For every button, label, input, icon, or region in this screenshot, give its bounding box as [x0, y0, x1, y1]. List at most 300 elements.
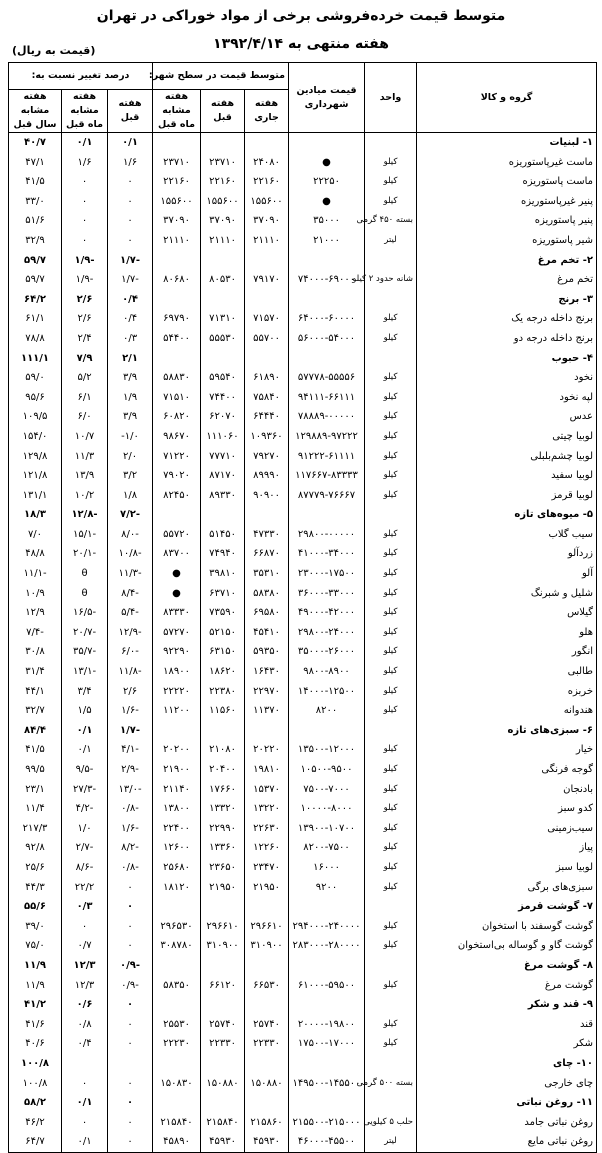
cell-pct-prev-week: ۰: [108, 1132, 153, 1152]
cell-unit: کیلو: [365, 153, 417, 173]
cell-item-name: گوشت گوسفند با استخوان: [417, 917, 597, 937]
cell-pct-last-month: ۰/۶: [62, 995, 108, 1015]
cell-current-week: ۴۵۹۳۰: [245, 1132, 289, 1152]
cell-unit: کیلو: [365, 427, 417, 447]
cell-pct-last-month: ۰/۱: [62, 721, 108, 741]
cell-municipal-price: ۲۹۸۰۰-۰۰۰۰۰: [289, 525, 365, 545]
table-row: [9, 525, 597, 545]
cell-same-week-last-month: ۷۹۰۲۰: [153, 466, 201, 486]
cell-prev-week: ۲۱۱۱۰: [201, 231, 245, 251]
cell-prev-week: ۷۳۵۹۰: [201, 603, 245, 623]
cell-pct-last-month: ۰: [62, 1113, 108, 1133]
cell-item-name: لوبیا چیتی: [417, 427, 597, 447]
cell-current-week: ۳۱۰۹۰۰: [245, 936, 289, 956]
cell-prev-week: [201, 505, 245, 525]
col-header-pct-last-year: هفته مشابه سال قبل: [9, 90, 62, 133]
group-row: [9, 505, 597, 525]
table-row: [9, 623, 597, 643]
cell-current-week: ۲۰۲۲۰: [245, 740, 289, 760]
cell-pct-last-year: -۷/۴: [9, 623, 62, 643]
cell-municipal-price: [289, 721, 365, 741]
cell-pct-prev-week: -۱۱/۸: [108, 662, 153, 682]
cell-pct-prev-week: ۰: [108, 1093, 153, 1113]
cell-pct-last-month: ۶/۰: [62, 407, 108, 427]
group-row: [9, 897, 597, 917]
cell-pct-last-year: ۸۴/۴: [9, 721, 62, 741]
cell-pct-last-year: ۵۸/۲: [9, 1093, 62, 1113]
cell-unit: کیلو: [365, 603, 417, 623]
cell-pct-prev-week: ۰: [108, 1015, 153, 1035]
cell-pct-last-year: ۴۰/۶: [9, 1034, 62, 1054]
cell-pct-last-month: -۳۵/۷: [62, 642, 108, 662]
cell-pct-prev-week: -۱/۶: [108, 819, 153, 839]
table-row: [9, 564, 597, 584]
cell-pct-last-year: ۵۱/۶: [9, 211, 62, 231]
col-header-unit: واحد: [365, 63, 417, 133]
cell-unit: کیلو: [365, 682, 417, 702]
cell-same-week-last-month: ۲۱۱۱۰: [153, 231, 201, 251]
cell-pct-last-month: ۶/۱: [62, 388, 108, 408]
cell-item-name: شکر: [417, 1034, 597, 1054]
table-row: [9, 701, 597, 721]
cell-prev-week: [201, 721, 245, 741]
cell-pct-last-year: ۶۴/۲: [9, 290, 62, 310]
cell-current-week: ۵۹۳۵۰: [245, 642, 289, 662]
cell-municipal-price: ۲۲۲۵۰: [289, 172, 365, 192]
cell-pct-last-month: -۱۵/۱: [62, 525, 108, 545]
cell-pct-last-year: ۳۰/۸: [9, 642, 62, 662]
cell-prev-week: ۲۵۷۴۰: [201, 1015, 245, 1035]
cell-pct-prev-week: -۸/۲: [108, 838, 153, 858]
cell-current-week: ۱۲۲۶۰: [245, 838, 289, 858]
cell-municipal-price: ۹۴۱۱۱-۶۶۱۱۱: [289, 388, 365, 408]
cell-current-week: [245, 290, 289, 310]
cell-pct-last-month: -۱۶/۵: [62, 603, 108, 623]
cell-pct-last-year: -۱۱/۱: [9, 564, 62, 584]
cell-municipal-price: ۷۵۰۰-۷۰۰۰: [289, 780, 365, 800]
table-row: [9, 1113, 597, 1133]
cell-municipal-price: ۴۶۰۰۰-۴۵۵۰۰: [289, 1132, 365, 1152]
cell-municipal-price: ۱۰۵۰۰-۹۵۰۰: [289, 760, 365, 780]
cell-pct-last-year: ۶۴/۷: [9, 1132, 62, 1152]
table-row: [9, 603, 597, 623]
cell-pct-last-month: [62, 1054, 108, 1074]
cell-pct-last-year: ۶۱/۱: [9, 309, 62, 329]
cell-item-name: قند: [417, 1015, 597, 1035]
cell-item-name: برنج داخله درجه دو: [417, 329, 597, 349]
cell-pct-last-month: ۱۰/۲: [62, 486, 108, 506]
cell-pct-last-year: ۵۵/۶: [9, 897, 62, 917]
table-row: [9, 1074, 597, 1094]
cell-item-name: سیب گلاب: [417, 525, 597, 545]
col-header-pct-last-month: هفته مشابه ماه قبل: [62, 90, 108, 133]
cell-unit: کیلو: [365, 329, 417, 349]
cell-same-week-last-month: ۸۳۷۰۰: [153, 544, 201, 564]
cell-pct-last-year: ۱۱۱/۱: [9, 349, 62, 369]
cell-pct-last-month: -۲۰/۱: [62, 544, 108, 564]
cell-same-week-last-month: ۱۳۸۰۰: [153, 799, 201, 819]
cell-unit: کیلو: [365, 486, 417, 506]
cell-unit: [365, 251, 417, 271]
cell-current-week: [245, 897, 289, 917]
cell-unit: کیلو: [365, 192, 417, 212]
table-body: [9, 133, 597, 1153]
cell-pct-prev-week: ۰: [108, 1034, 153, 1054]
cell-prev-week: ۶۳۷۱۰: [201, 584, 245, 604]
cell-pct-prev-week: -۰/۹: [108, 956, 153, 976]
cell-pct-prev-week: ۱/۶: [108, 153, 153, 173]
table-row: [9, 309, 597, 329]
cell-current-week: ۱۵۵۶۰۰: [245, 192, 289, 212]
cell-current-week: ۲۲۹۷۰: [245, 682, 289, 702]
cell-municipal-price: [289, 1093, 365, 1113]
cell-current-week: ۲۱۱۱۰: [245, 231, 289, 251]
cell-pct-prev-week: -۵/۴: [108, 603, 153, 623]
cell-pct-last-year: ۴۷/۱: [9, 153, 62, 173]
cell-municipal-price: ۱۰۰۰۰-۸۰۰۰: [289, 799, 365, 819]
cell-prev-week: ۷۱۳۱۰: [201, 309, 245, 329]
cell-current-week: ۳۵۳۱۰: [245, 564, 289, 584]
cell-item-name: طالبی: [417, 662, 597, 682]
cell-pct-last-year: ۹۹/۵: [9, 760, 62, 780]
cell-unit: کیلو: [365, 544, 417, 564]
cell-same-week-last-month: ۷۱۲۲۰: [153, 447, 201, 467]
col-header-pct-prev-week: هفته قبل: [108, 90, 153, 133]
cell-pct-prev-week: ۳/۹: [108, 407, 153, 427]
cell-prev-week: [201, 1093, 245, 1113]
cell-pct-last-month: ۰/۷: [62, 936, 108, 956]
cell-municipal-price: [289, 290, 365, 310]
cell-prev-week: ۵۱۴۵۰: [201, 525, 245, 545]
cell-unit: [365, 897, 417, 917]
cell-same-week-last-month: [153, 505, 201, 525]
cell-pct-prev-week: [108, 1054, 153, 1074]
cell-same-week-last-month: ۵۷۲۷۰: [153, 623, 201, 643]
cell-prev-week: ۵۹۵۴۰: [201, 368, 245, 388]
cell-municipal-price: ۴۹۰۰۰-۴۲۰۰۰: [289, 603, 365, 623]
cell-unit: کیلو: [365, 780, 417, 800]
cell-item-name: پیاز: [417, 838, 597, 858]
cell-unit: [365, 290, 417, 310]
cell-prev-week: ۲۲۹۹۰: [201, 819, 245, 839]
cell-current-week: [245, 721, 289, 741]
cell-prev-week: ۱۸۶۲۰: [201, 662, 245, 682]
cell-pct-last-month: θ: [62, 584, 108, 604]
cell-municipal-price: [289, 897, 365, 917]
cell-municipal-price: ۵۷۷۷۸-۵۵۵۵۶: [289, 368, 365, 388]
cell-pct-last-year: ۱۳۱/۱: [9, 486, 62, 506]
cell-same-week-last-month: ۱۵۰۸۳۰: [153, 1074, 201, 1094]
cell-current-week: ۲۱۹۵۰: [245, 878, 289, 898]
cell-item-name: خیار: [417, 740, 597, 760]
table-row: [9, 192, 597, 212]
cell-current-week: [245, 995, 289, 1015]
cell-prev-week: ۱۷۶۶۰: [201, 780, 245, 800]
cell-current-week: ۲۲۱۶۰: [245, 172, 289, 192]
cell-unit: [365, 1093, 417, 1113]
cell-prev-week: ۱۵۵۶۰۰: [201, 192, 245, 212]
cell-pct-prev-week: ۰: [108, 897, 153, 917]
cell-same-week-last-month: [153, 1093, 201, 1113]
cell-pct-last-year: ۷۸/۸: [9, 329, 62, 349]
cell-item-name: ماست پاستوریزه: [417, 172, 597, 192]
cell-same-week-last-month: ۶۹۷۹۰: [153, 309, 201, 329]
table-row: [9, 819, 597, 839]
table-row: [9, 780, 597, 800]
cell-pct-prev-week: -۱۱/۳: [108, 564, 153, 584]
cell-pct-last-month: ۱/۰: [62, 819, 108, 839]
cell-pct-prev-week: ۱/۹: [108, 388, 153, 408]
col-header-pct-change: درصد تغییر نسبت به:: [9, 63, 153, 90]
cell-unit: بسته ۴۵۰ گرمی: [365, 211, 417, 231]
cell-same-week-last-month: ۴۵۸۹۰: [153, 1132, 201, 1152]
table-row: [9, 878, 597, 898]
cell-prev-week: [201, 290, 245, 310]
cell-pct-last-month: -۱۳/۱: [62, 662, 108, 682]
cell-item-name: گوجه فرنگی: [417, 760, 597, 780]
cell-unit: کیلو: [365, 701, 417, 721]
cell-item-name: ۹- قند و شکر: [417, 995, 597, 1015]
cell-same-week-last-month: ۲۲۱۶۰: [153, 172, 201, 192]
cell-same-week-last-month: ۵۴۴۰۰: [153, 329, 201, 349]
cell-current-week: ۷۹۲۷۰: [245, 447, 289, 467]
cell-same-week-last-month: [153, 956, 201, 976]
cell-pct-prev-week: ۰: [108, 1074, 153, 1094]
cell-item-name: روغن نباتی مایع: [417, 1132, 597, 1152]
cell-item-name: هندوانه: [417, 701, 597, 721]
cell-same-week-last-month: ●: [153, 564, 201, 584]
cell-unit: کیلو: [365, 936, 417, 956]
cell-pct-prev-week: -۰/۸: [108, 799, 153, 819]
cell-municipal-price: [289, 995, 365, 1015]
col-header-group: گروه و کالا: [417, 63, 597, 133]
cell-unit: کیلو: [365, 917, 417, 937]
cell-current-week: ۱۵۰۸۸۰: [245, 1074, 289, 1094]
cell-current-week: ۱۹۸۱۰: [245, 760, 289, 780]
cell-municipal-price: ۲۹۴۰۰۰-۲۴۰۰۰۰: [289, 917, 365, 937]
cell-same-week-last-month: [153, 995, 201, 1015]
cell-pct-prev-week: ۰: [108, 917, 153, 937]
cell-pct-last-month: ۲/۶: [62, 309, 108, 329]
cell-prev-week: ۸۷۱۷۰: [201, 466, 245, 486]
cell-item-name: گوشت مرغ: [417, 976, 597, 996]
table-row: [9, 544, 597, 564]
cell-pct-prev-week: ۳/۹: [108, 368, 153, 388]
table-row: [9, 662, 597, 682]
cell-same-week-last-month: [153, 290, 201, 310]
cell-prev-week: ۲۳۷۱۰: [201, 153, 245, 173]
group-row: [9, 290, 597, 310]
cell-municipal-price: ۳۶۰۰۰-۳۳۰۰۰: [289, 584, 365, 604]
cell-pct-prev-week: ۰: [108, 231, 153, 251]
cell-same-week-last-month: [153, 897, 201, 917]
cell-current-week: ۱۵۳۷۰: [245, 780, 289, 800]
table-row: [9, 1132, 597, 1152]
cell-unit: [365, 956, 417, 976]
cell-pct-prev-week: -۸/۴: [108, 584, 153, 604]
cell-same-week-last-month: [153, 721, 201, 741]
cell-pct-last-month: ۰: [62, 192, 108, 212]
cell-current-week: [245, 251, 289, 271]
cell-pct-last-month: ۱۰/۷: [62, 427, 108, 447]
cell-prev-week: ۶۲۰۷۰: [201, 407, 245, 427]
cell-municipal-price: ۸۷۷۷۹-۷۶۶۶۷: [289, 486, 365, 506]
cell-same-week-last-month: ۸۰۶۸۰: [153, 270, 201, 290]
cell-current-week: ۲۴۰۸۰: [245, 153, 289, 173]
cell-pct-last-month: ۰/۱: [62, 1132, 108, 1152]
cell-item-name: روغن نباتی جامد: [417, 1113, 597, 1133]
cell-same-week-last-month: ۶۰۸۲۰: [153, 407, 201, 427]
cell-pct-last-month: ۷/۹: [62, 349, 108, 369]
cell-municipal-price: [289, 133, 365, 153]
cell-pct-prev-week: ۰: [108, 936, 153, 956]
cell-pct-prev-week: ۱/۸: [108, 486, 153, 506]
table-row: [9, 682, 597, 702]
cell-pct-last-year: ۳۲/۹: [9, 231, 62, 251]
cell-current-week: ۷۹۱۷۰: [245, 270, 289, 290]
cell-unit: کیلو: [365, 466, 417, 486]
cell-same-week-last-month: ۹۲۲۹۰: [153, 642, 201, 662]
cell-current-week: [245, 956, 289, 976]
cell-pct-prev-week: -۱/۷: [108, 270, 153, 290]
cell-pct-prev-week: ۰/۳: [108, 329, 153, 349]
table-row: [9, 976, 597, 996]
cell-pct-last-month: -۱/۹: [62, 270, 108, 290]
cell-municipal-price: ●: [289, 192, 365, 212]
cell-current-week: ۲۱۵۸۶۰: [245, 1113, 289, 1133]
cell-current-week: ۱۱۳۷۰: [245, 701, 289, 721]
cell-municipal-price: ۷۴۰۰۰-۶۹۰۰۰: [289, 270, 365, 290]
cell-same-week-last-month: ۲۹۶۵۳۰: [153, 917, 201, 937]
group-row: [9, 1054, 597, 1074]
cell-pct-last-year: ۱۰۹/۵: [9, 407, 62, 427]
cell-unit: کیلو: [365, 838, 417, 858]
table-row: [9, 172, 597, 192]
cell-pct-prev-week: -۱۲/۹: [108, 623, 153, 643]
table-row: [9, 211, 597, 231]
table-row: [9, 427, 597, 447]
cell-pct-last-year: ۴۴/۳: [9, 878, 62, 898]
cell-item-name: لوبیا چشم‌بلبلی: [417, 447, 597, 467]
cell-pct-prev-week: -۴/۱: [108, 740, 153, 760]
cell-pct-last-year: ۷/۰: [9, 525, 62, 545]
cell-pct-last-year: ۱۰۰/۸: [9, 1054, 62, 1074]
cell-unit: [365, 505, 417, 525]
cell-same-week-last-month: ۲۱۵۸۴۰: [153, 1113, 201, 1133]
cell-pct-prev-week: ۰: [108, 172, 153, 192]
cell-pct-last-month: ۰: [62, 917, 108, 937]
cell-prev-week: ۵۲۱۵۰: [201, 623, 245, 643]
cell-current-week: ۲۵۷۴۰: [245, 1015, 289, 1035]
cell-prev-week: [201, 133, 245, 153]
cell-municipal-price: ۷۸۸۸۹-۰۰۰۰۰: [289, 407, 365, 427]
cell-pct-last-month: ۰: [62, 231, 108, 251]
cell-current-week: ۶۹۵۸۰: [245, 603, 289, 623]
cell-pct-last-year: ۵۹/۷: [9, 270, 62, 290]
cell-same-week-last-month: ۳۰۸۷۸۰: [153, 936, 201, 956]
cell-current-week: ۱۶۴۳۰: [245, 662, 289, 682]
cell-item-name: لوبیا سفید: [417, 466, 597, 486]
cell-item-name: لپه نخود: [417, 388, 597, 408]
cell-prev-week: ۶۳۱۵۰: [201, 642, 245, 662]
cell-unit: کیلو: [365, 799, 417, 819]
cell-pct-last-month: -۲/۷: [62, 838, 108, 858]
col-header-avg-city: متوسط قیمت در سطح شهر:: [153, 63, 289, 90]
cell-current-week: ۸۹۹۹۰: [245, 466, 289, 486]
cell-pct-last-month: -۴/۲: [62, 799, 108, 819]
cell-unit: بسته ۵۰۰ گرمی: [365, 1074, 417, 1094]
cell-unit: [365, 349, 417, 369]
cell-municipal-price: ۳۵۰۰۰: [289, 211, 365, 231]
cell-same-week-last-month: [153, 349, 201, 369]
cell-same-week-last-month: [153, 133, 201, 153]
cell-pct-prev-week: ۲/۰: [108, 447, 153, 467]
cell-prev-week: ۲۲۳۸۰: [201, 682, 245, 702]
cell-municipal-price: ۲۸۳۰۰۰-۲۸۰۰۰۰: [289, 936, 365, 956]
cell-pct-last-year: ۱۱/۹: [9, 956, 62, 976]
cell-municipal-price: ۱۴۰۰۰-۱۲۵۰۰: [289, 682, 365, 702]
cell-unit: کیلو: [365, 309, 417, 329]
cell-pct-last-year: ۱۵۴/۰: [9, 427, 62, 447]
cell-same-week-last-month: ۲۲۴۰۰: [153, 819, 201, 839]
cell-pct-last-year: ۱۸/۳: [9, 505, 62, 525]
cell-pct-last-month: -۲۷/۳: [62, 780, 108, 800]
cell-current-week: ۷۵۸۴۰: [245, 388, 289, 408]
col-header-prev-week: هفته قبل: [201, 90, 245, 133]
col-header-same-week-last-month: هفته مشابه ماه قبل: [153, 90, 201, 133]
cell-same-week-last-month: ۲۵۵۳۰: [153, 1015, 201, 1035]
cell-item-name: ۸- گوشت مرغ: [417, 956, 597, 976]
cell-municipal-price: ۲۹۸۰۰-۲۴۰۰۰: [289, 623, 365, 643]
cell-prev-week: ۷۷۷۱۰: [201, 447, 245, 467]
cell-pct-last-year: ۱۲۱/۸: [9, 466, 62, 486]
cell-pct-prev-week: -۱/۶: [108, 701, 153, 721]
cell-pct-last-month: ۰/۱: [62, 740, 108, 760]
table-row: [9, 388, 597, 408]
cell-municipal-price: ۱۳۵۰۰-۱۲۰۰۰: [289, 740, 365, 760]
cell-pct-prev-week: ۰: [108, 211, 153, 231]
cell-pct-last-year: ۳۳/۰: [9, 192, 62, 212]
cell-same-week-last-month: ●: [153, 584, 201, 604]
cell-prev-week: [201, 897, 245, 917]
table-row: [9, 486, 597, 506]
col-header-municipal: قیمت میادین شهرداری: [289, 63, 365, 133]
cell-pct-last-month: -۲۰/۷: [62, 623, 108, 643]
cell-pct-last-month: -۱۲/۸: [62, 505, 108, 525]
cell-municipal-price: ۹۲۰۰: [289, 878, 365, 898]
cell-pct-prev-week: ۲/۱: [108, 349, 153, 369]
cell-pct-last-year: ۳۱/۴: [9, 662, 62, 682]
cell-pct-prev-week: -۲/۹: [108, 760, 153, 780]
cell-item-name: شلیل و شبرنگ: [417, 584, 597, 604]
cell-current-week: ۱۳۲۲۰: [245, 799, 289, 819]
cell-item-name: زردآلو: [417, 544, 597, 564]
table-row: [9, 1034, 597, 1054]
cell-unit: کیلو: [365, 760, 417, 780]
cell-pct-prev-week: ۰/۱: [108, 133, 153, 153]
unit-note: (قیمت به ریال): [12, 44, 96, 57]
cell-pct-last-year: ۱۰/۹: [9, 584, 62, 604]
cell-municipal-price: ۸۲۰۰: [289, 701, 365, 721]
cell-unit: کیلو: [365, 1034, 417, 1054]
table-row: [9, 231, 597, 251]
cell-pct-prev-week: ۰: [108, 995, 153, 1015]
cell-municipal-price: ۵۶۰۰۰-۵۴۰۰۰: [289, 329, 365, 349]
cell-item-name: ماست غیرپاستوریزه: [417, 153, 597, 173]
cell-pct-last-year: ۴۱/۲: [9, 995, 62, 1015]
cell-prev-week: ۲۲۱۶۰: [201, 172, 245, 192]
cell-unit: کیلو: [365, 878, 417, 898]
